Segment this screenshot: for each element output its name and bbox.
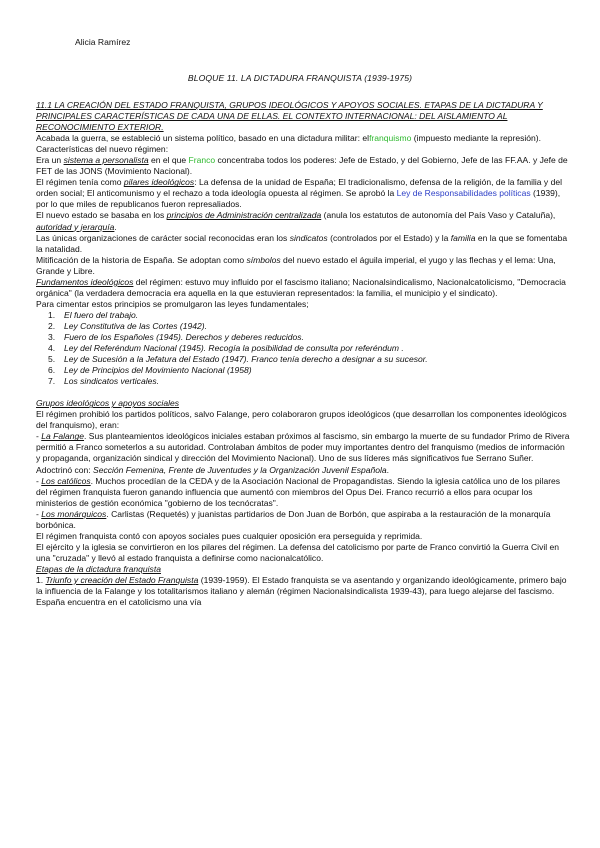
paragraph-ejercito-iglesia: El ejército y la iglesia se convirtieron en los pilares del régimen. La defensa del catolicismo por parte de Franco convirtió la Guerra Civil en una "cruzada" y llevó al estado franquista a definirse como nacionalcatólico.: [36, 541, 560, 563]
term-organizaciones: Sección Femenina, Frente de Juventudes y la Organización Juvenil Española: [93, 464, 387, 475]
list-number: 4.: [48, 343, 56, 354]
term-personalista: sistema a personalista: [63, 155, 149, 166]
list-text: El fuero del trabajo.: [64, 309, 139, 320]
text: : La defensa de la unidad de España; El tradicionalismo, defensa de la religión, de la familia y del orden social; El anticomunismo y el rechazo a toda ideología opuesta al régimen. Se aprobó la: [36, 177, 562, 199]
list-item: [36, 310, 571, 321]
paragraph-personalista: [36, 155, 571, 177]
term-monarquicos: Los monárquicos: [41, 508, 107, 519]
text: del régimen: estuvo muy influido por el fascismo italiano; Nacionalsindicalismo, Nacionalcatolicismo, "Democracia orgánica" (la verdadera democracia era aquella en la que estuvieran representados: la familia, el municipio y el sindicato).: [36, 276, 566, 298]
text: El nuevo estado se basaba en los: [36, 210, 167, 221]
franquismo-term: franquismo: [369, 133, 412, 144]
paragraph-fundamentos: [36, 277, 571, 299]
text: Era un: [36, 155, 64, 166]
ley-responsabilidades-link[interactable]: Ley de Responsabilidades políticas: [396, 188, 531, 199]
text: (controlados por el Estado) y la: [327, 232, 451, 243]
term-catolicos: Los católicos: [41, 475, 91, 486]
text: Acabada la guerra, se estableció un sistema político, basado en una dictadura militar: el: [36, 133, 370, 144]
term-familia: familia: [450, 232, 476, 243]
paragraph-falange: [36, 431, 571, 475]
text: 1.: [36, 574, 46, 585]
term-falange: La Falange: [41, 431, 85, 442]
term-simbolos: símbolos: [246, 254, 281, 265]
list-text: Ley del Referéndum Nacional (1945). Recogía la posibilidad de consulta por referéndum .: [64, 343, 404, 354]
text: . Sus planteamientos ideológicos iniciales estaban próximos al fascismo, sin embargo la muerte de su fundador Primo de Rivera permitió a Franco someterlos a su autoridad. Controlaban ámbitos de poder muy importantes dentro del franquismo (medios de información y propaganda, organización sindical y dirección del Movimiento Nacional). Uno de sus líderes más significativos fue Serrano Suñer. Adoctrinó con:: [36, 431, 570, 475]
text: . Carlistas (Requetés) y juanistas partidarios de Don Juan de Borbón, que aspiraba a la restauración de la monarquía borbónica.: [36, 508, 551, 530]
text: concentraba todos los poderes: Jefe de Estado, y del Gobierno, Jefe de las FF.AA. y Jefe de FET de las JONS (Movimiento Nacional).: [36, 155, 568, 177]
list-number: 7.: [48, 376, 56, 387]
text: .: [114, 221, 117, 232]
grupos-heading: Grupos ideológicos y apoyos sociales: [36, 398, 180, 409]
text: del nuevo estado el águila imperial, el yugo y las flechas y el lema: Una, Grande y Libre.: [36, 254, 556, 276]
text: -: [36, 475, 42, 486]
text: . Muchos procedían de la CEDA y de la Asociación Nacional de Propagandistas. Siendo la iglesia católica uno de los pilares del régimen franquista fueron ganando influencia que aumentó con miembros del Opus Dei. Franco recurrió a ellos para ocupar los ministerios de gestión económica "gobierno de los tecnócratas".: [36, 475, 561, 508]
paragraph-catolicos: [36, 476, 571, 509]
paragraph-etapa-1: [36, 575, 571, 608]
list-text: Fuero de los Españoles (1945). Derechos y deberes reducidos.: [64, 331, 304, 342]
text: .: [386, 464, 390, 475]
term-principios: principios de Administración centralizada: [166, 210, 322, 221]
list-item: [36, 321, 571, 332]
paragraph-monarquicos: [36, 509, 571, 531]
list-text: Ley de Principios del Movimiento Nacional (1958): [64, 365, 252, 376]
list-text: Los sindicatos verticales.: [64, 376, 160, 387]
text: Las únicas organizaciones de carácter social reconocidas eran los: [36, 232, 290, 243]
text: -: [36, 431, 42, 442]
list-number: 2.: [48, 320, 56, 331]
document-title: BLOQUE 11. LA DICTADURA FRANQUISTA (1939-1975): [187, 73, 413, 83]
term-sindicatos: sindicatos: [289, 232, 328, 243]
franco-term: Franco: [188, 155, 216, 166]
paragraph-intro: [36, 133, 571, 155]
paragraph-apoyos: El régimen franquista contó con apoyos sociales pues cualquier oposición era perseguida y reprimida.: [36, 530, 423, 541]
paragraph-grupos-intro: El régimen prohibió los partidos políticos, salvo Falange, pero colaboraron grupos ideológicos (que desarrollan los componentes ideológicos del franquismo), eran:: [36, 409, 567, 431]
list-number: 6.: [48, 365, 56, 376]
paragraph-principios: [36, 210, 571, 232]
document-body: [36, 100, 571, 608]
text: -: [36, 508, 42, 519]
text: (1939-1959). El Estado franquista se va asentando y organizando ideológicamente, primero bajo la influencia de la Falange y los totalitarismos italiano y alemán (régimen Nacionalsindicalista 1939-43), para luego alejarse del fascismo. España encuentra en el catolicismo una vía: [36, 574, 567, 608]
list-number: 3.: [48, 331, 56, 342]
text: en el que: [148, 155, 189, 166]
term-triunfo: Triunfo y creación del Estado Franquista: [45, 574, 199, 585]
text: en la que se fomentaba la natalidad.: [36, 232, 568, 254]
list-item: [36, 343, 571, 354]
term-pilares: pilares ideológicos: [123, 177, 195, 188]
list-text: Ley Constitutiva de las Cortes (1942).: [64, 320, 207, 331]
list-number: 1.: [48, 309, 56, 320]
text: (impuesto mediante la represión). Características del nuevo régimen:: [36, 133, 542, 155]
spacer: [36, 387, 571, 398]
text: Mitificación de la historia de España. Se adoptan como: [36, 254, 247, 265]
text: (anula los estatutos de autonomía del País Vaso y Cataluña),: [321, 210, 556, 221]
list-item: [36, 354, 571, 365]
list-text: Ley de Sucesión a la Jefatura del Estado (1947). Franco tenía derecho a designar a su sucesor.: [64, 354, 428, 365]
paragraph-simbolos: [36, 255, 571, 277]
list-item: [36, 365, 571, 376]
paragraph-organizaciones: [36, 233, 571, 255]
list-number: 5.: [48, 354, 56, 365]
term-fundamentos: Fundamentos ideológicos: [36, 276, 134, 287]
term-autoridad: autoridad y jerarquía: [36, 221, 115, 232]
text: El régimen tenía como: [36, 177, 124, 188]
paragraph-pilares: [36, 177, 571, 210]
author-name: Alicia Ramírez: [75, 37, 131, 47]
paragraph-leyes-intro: Para cimentar estos principios se promulgaron las leyes fundamentales;: [36, 298, 309, 309]
text: (1939), por lo que miles de republicanos fueron represaliados.: [36, 188, 561, 210]
list-item: [36, 376, 571, 387]
list-item: [36, 332, 571, 343]
leyes-list: [36, 310, 571, 387]
section-heading: 11.1 LA CREACIÓN DEL ESTADO FRANQUISTA, GRUPOS IDEOLÓGICOS Y APOYOS SOCIALES. ETAPAS DE LA DICTADURA Y PRINCIPALES CARACTERÍSTICAS DE CADA UNA DE ELLAS. EL CONTEXTO INTERNACIONAL: DEL AISLAMIENTO AL RECONOCIMIENTO EXTERIOR.: [36, 100, 543, 133]
etapas-heading: Etapas de la dictadura franquista: [36, 563, 161, 574]
